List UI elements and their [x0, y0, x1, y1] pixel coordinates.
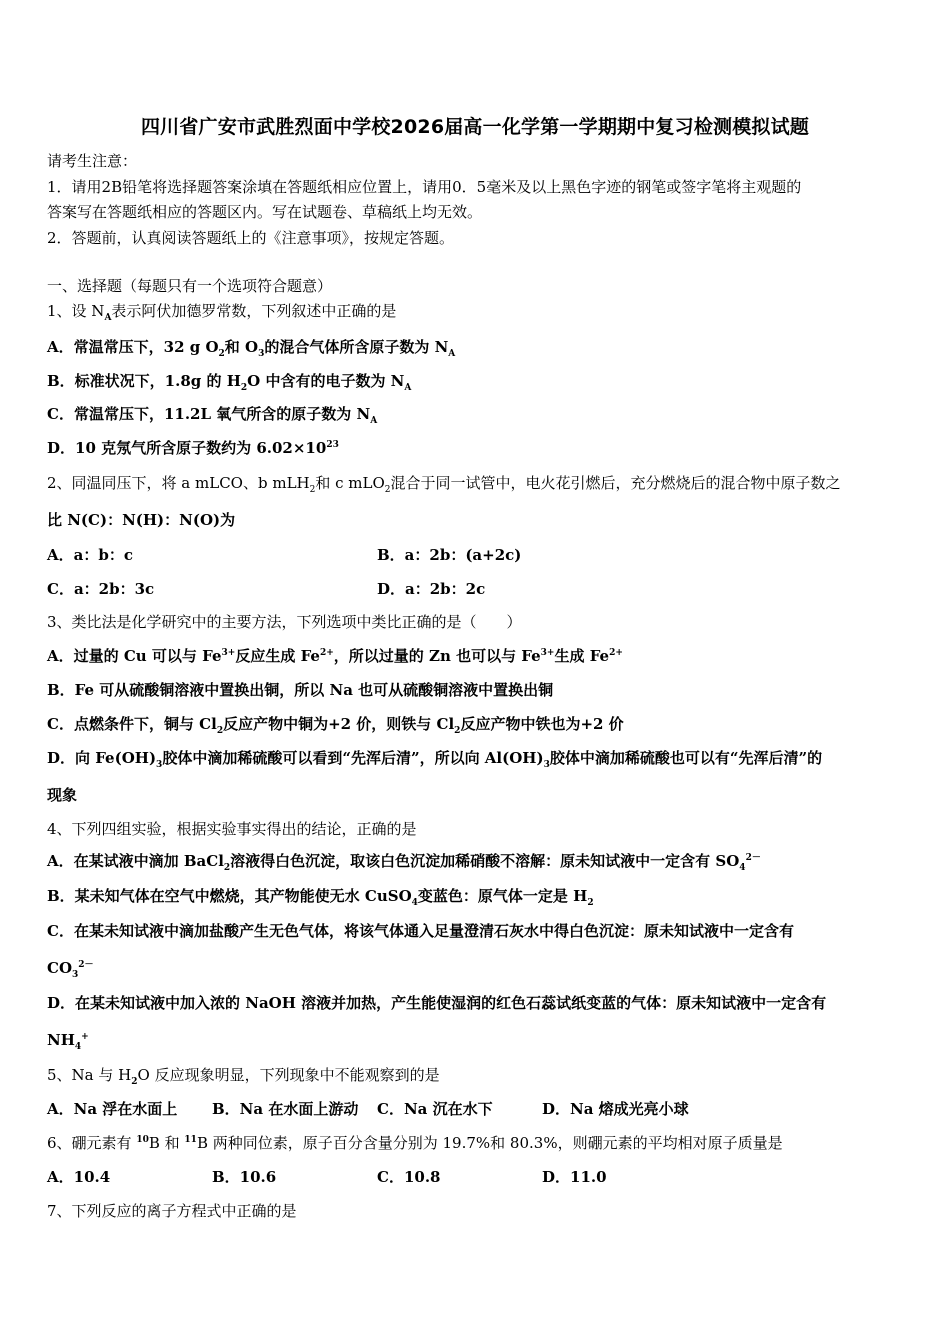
question-3-option-d[interactable]: D．向 $Fe(OH)_3$胶体中滴加稀硫酸可以看到“先浑后清”，所以向 $Al(OH)_3$胶体中滴加稀硫酸也可以有“先浑后清”的 [47, 749, 823, 770]
question-3-option-a[interactable]: A．过量的 Cu 可以与 $Fe^{3+}$反应生成 $Fe^{2+}$，所以过量的 Zn 也可以与 $Fe^{3+}$生成 $Fe^{2+}$ [47, 647, 623, 665]
question-1-stem: 1、设 $N_A$表示阿伏加德罗常数，下列叙述中正确的是 [47, 302, 397, 323]
question-5-option-a[interactable]: A．Na 浮在水面上 [47, 1100, 178, 1118]
question-2-option-d[interactable]: D．a：2b：2c [377, 580, 486, 598]
question-5-option-c[interactable]: C．Na 沉在水下 [377, 1100, 493, 1118]
question-4-stem: 4、下列四组实验，根据实验事实得出的结论，正确的是 [47, 820, 417, 838]
question-6-option-c[interactable]: C．10.8 [377, 1168, 441, 1186]
question-1-option-c[interactable]: C．常温常压下，11.2L 氧气所含的原子数为 $N_A$ [47, 405, 378, 426]
question-2-option-a[interactable]: A．a：b：c [47, 546, 133, 564]
question-2-stem: 2、同温同压下，将 a mLCO、b mLH$_2$和 c mLO$_2$混合于同一试管中，电火花引燃后，充分燃烧后的混合物中原子数之 [47, 474, 841, 495]
page-title: 四川省广安市武胜烈面中学校2026届高一化学第一学期期中复习检测模拟试题 [140, 116, 810, 138]
question-6-option-a[interactable]: A．10.4 [47, 1168, 111, 1186]
question-3-option-c[interactable]: C．点燃条件下，铜与 $Cl_2$反应产物中铜为+2 价，则铁与 $Cl_2$反应产物中铁也为+2 价 [47, 715, 624, 736]
question-4-option-c[interactable]: C．在某未知试液中滴加盐酸产生无色气体，将该气体通入足量澄清石灰水中得白色沉淀：原未知试液中一定含有 [47, 922, 794, 940]
question-4-option-c-cont: $CO_3^{2-}$ [47, 959, 94, 980]
question-5-option-d[interactable]: D．Na 熔成光亮小球 [542, 1100, 689, 1118]
question-6-option-d[interactable]: D．11.0 [542, 1168, 607, 1186]
notice-item-1-cont: 答案写在答题纸相应的答题区内。写在试题卷、草稿纸上均无效。 [47, 203, 483, 221]
question-1-option-d[interactable]: D．10 克氖气所含原子数约为 $6.02\times 10^{23}$ [47, 439, 339, 457]
question-7-stem: 7、下列反应的离子方程式中正确的是 [47, 1202, 297, 1220]
question-2-stem-cont: 比 N(C)：N(H)：N(O)为 [47, 511, 236, 529]
section-heading: 一、选择题（每题只有一个选项符合题意） [47, 277, 333, 295]
question-1-option-a[interactable]: A．常温常压下，32 g $O_2$和 $O_3$的混合气体所含原子数为 $N_A$ [47, 338, 456, 359]
question-5-stem: 5、Na 与 $H_2O$ 反应现象明显，下列现象中不能观察到的是 [47, 1066, 440, 1087]
notice-item-2: 2．答题前，认真阅读答题纸上的《注意事项》，按规定答题。 [47, 229, 455, 247]
question-4-option-d-cont: $NH_4^+$ [47, 1031, 89, 1052]
question-5-option-b[interactable]: B．Na 在水面上游动 [212, 1100, 359, 1118]
question-3-option-d-cont: 现象 [47, 786, 78, 804]
question-2-option-b[interactable]: B．a：2b：(a+2c) [377, 546, 522, 564]
question-4-option-d[interactable]: D．在某未知试液中加入浓的 NaOH 溶液并加热，产生能使湿润的红色石蕊试纸变蓝的气体：原未知试液中一定含有 [47, 994, 827, 1012]
question-6-option-b[interactable]: B．10.6 [212, 1168, 277, 1186]
question-2-option-c[interactable]: C．a：2b：3c [47, 580, 155, 598]
notice-item-1: 1．请用2B铅笔将选择题答案涂填在答题纸相应位置上，请用0．5毫米及以上黑色字迹的钢笔或签字笔将主观题的 [47, 178, 802, 196]
question-4-option-a[interactable]: A．在某试液中滴加 BaCl$_2$溶液得白色沉淀，取该白色沉淀加稀硝酸不溶解：原未知试液中一定含有 $SO_4^{2-}$ [47, 852, 761, 873]
question-3-option-b[interactable]: B．Fe 可从硫酸铜溶液中置换出铜，所以 Na 也可从硫酸铜溶液中置换出铜 [47, 681, 554, 699]
question-6-stem: 6、硼元素有 $^{10}$B 和 $^{11}$B 两种同位素，原子百分含量分别为 19.7%和 80.3%，则硼元素的平均相对原子质量是 [47, 1134, 783, 1152]
question-4-option-b[interactable]: B．某未知气体在空气中燃烧，其产物能使无水 CuSO$_4$变蓝色：原气体一定是 $H_2$ [47, 887, 594, 908]
question-3-stem: 3、类比法是化学研究中的主要方法，下列选项中类比正确的是（ ） [47, 613, 522, 631]
question-1-option-b[interactable]: B．标准状况下，1.8g 的 $H_2O$ 中含有的电子数为 $N_A$ [47, 372, 412, 393]
notice-heading: 请考生注意： [47, 152, 138, 170]
